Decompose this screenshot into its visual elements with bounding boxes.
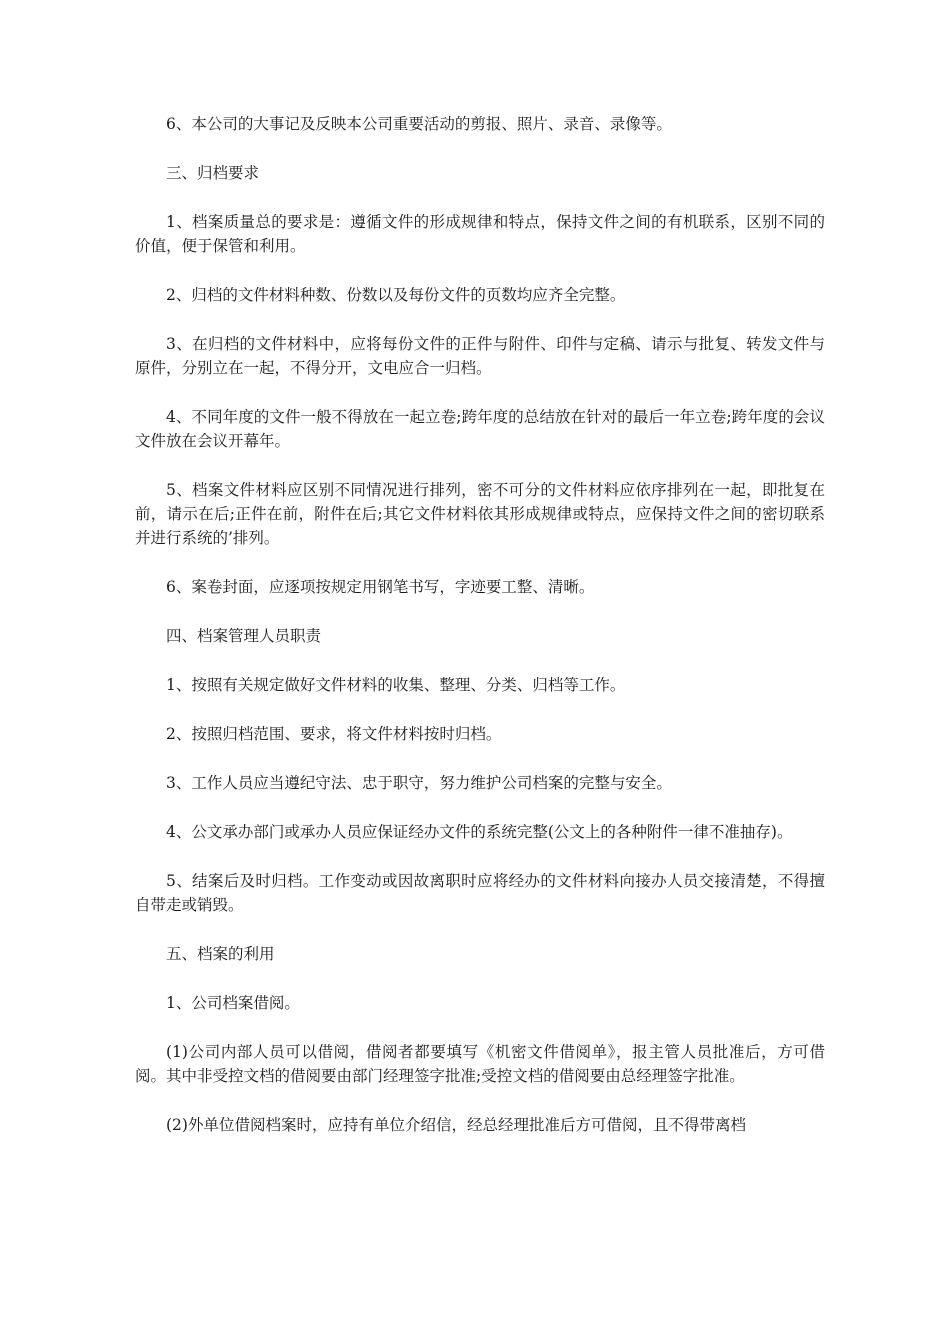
section-heading-staff-duties: 四、档案管理人员职责 [166,627,322,645]
paragraph-filing-req-6: 6、案卷封面，应逐项按规定用钢笔书写，字迹要工整、清晰。 [166,578,595,596]
paragraph-filing-req-3: 3、在归档的文件材料中，应将每份文件的正件与附件、印件与定稿、请示与批复、转发文件与原件，分别立在一起，不得分开，文电应合一归档。 [135,335,825,377]
paragraph-item-6-records: 6、本公司的大事记及反映本公司重要活动的剪报、照片、录音、录像等。 [166,115,672,133]
section-heading-filing-requirements: 三、归档要求 [166,164,260,182]
paragraph-usage-1-sub-2: (2)外单位借阅档案时，应持有单位介绍信，经总经理批准后方可借阅，且不得带离档 [166,1116,746,1134]
paragraph-usage-1: 1、公司档案借阅。 [166,994,300,1012]
paragraph-filing-req-2: 2、归档的文件材料种数、份数以及每份文件的页数均应齐全完整。 [166,286,626,304]
paragraph-duty-3: 3、工作人员应当遵纪守法、忠于职守，努力维护公司档案的完整与安全。 [166,774,672,792]
paragraph-filing-req-5: 5、档案文件材料应区别不同情况进行排列，密不可分的文件材料应依序排列在一起，即批复在前，请示在后;正件在前，附件在后;其它文件材料依其形成规律或特点，应保持文件之间的密切联系并进行系统的’排列。 [135,481,825,547]
paragraph-duty-1: 1、按照有关规定做好文件材料的收集、整理、分类、归档等工作。 [166,676,626,694]
paragraph-filing-req-1: 1、档案质量总的要求是：遵循文件的形成规律和特点，保持文件之间的有机联系，区别不同的价值，便于保管和利用。 [135,213,825,255]
paragraph-duty-2: 2、按照归档范围、要求，将文件材料按时归档。 [166,725,502,743]
paragraph-usage-1-sub-1: (1)公司内部人员可以借阅，借阅者都要填写《机密文件借阅单》，报主管人员批准后，方可借阅。其中非受控文档的借阅要由部门经理签字批准;受控文档的借阅要由总经理签字批准。 [135,1043,825,1085]
paragraph-filing-req-4: 4、不同年度的文件一般不得放在一起立卷;跨年度的总结放在针对的最后一年立卷;跨年度的会议文件放在会议开幕年。 [135,408,825,450]
paragraph-duty-5: 5、结案后及时归档。工作变动或因故离职时应将经办的文件材料向接办人员交接清楚，不得擅自带走或销毁。 [135,872,825,914]
paragraph-duty-4: 4、公文承办部门或承办人员应保证经办文件的系统完整(公文上的各种附件一律不准抽存)。 [166,823,793,841]
document-body [135,112,825,1162]
section-heading-archive-usage: 五、档案的利用 [166,945,275,963]
